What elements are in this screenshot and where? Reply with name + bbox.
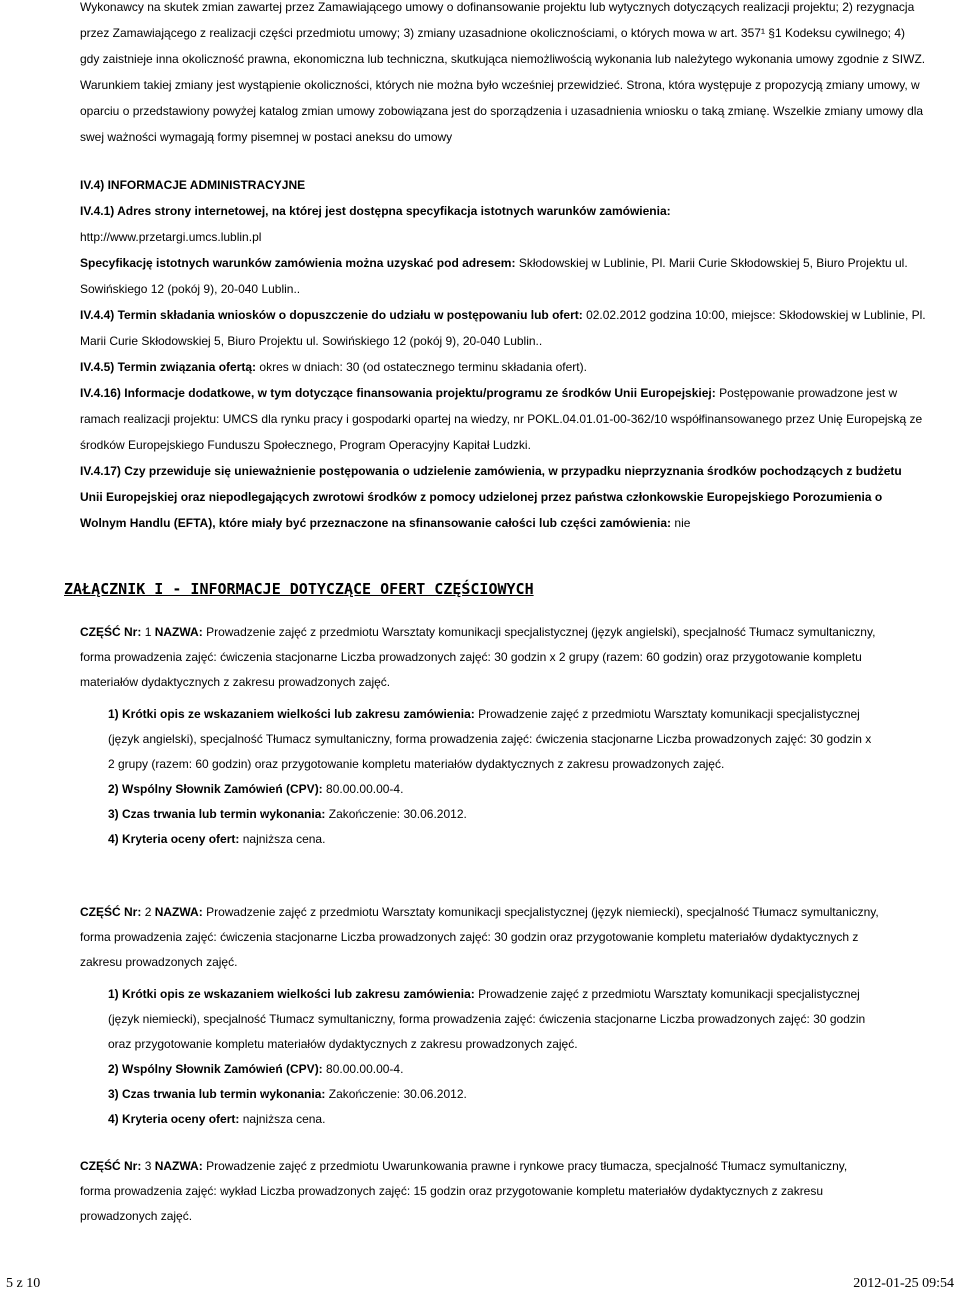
- spec-url[interactable]: http://www.przetargi.umcs.lublin.pl: [80, 230, 262, 244]
- cpv-value: 80.00.00.00-4.: [326, 782, 404, 796]
- section-iv45: [80, 354, 926, 380]
- section-spec-address: [80, 250, 926, 302]
- part-name: Prowadzenie zajęć z przedmiotu Uwarunkowania prawne i rynkowe pracy tłumacza, specjalność Tłumacz symultaniczny, forma prowadzenia zajęć: wykład Liczba prowadzonych zajęć: 15 godzin oraz przygotowanie kompletu materiałów dydaktycznych z zakresu prowadzonych zajęć.: [80, 1159, 848, 1223]
- iv416-label: IV.4.16) Informacje dodatkowe, w tym dotyczące finansowania projektu/programu ze środków Unii Europejskiej:: [80, 386, 716, 400]
- name-label: NAZWA:: [154, 1159, 203, 1173]
- part-number: 2: [144, 905, 152, 919]
- part-name: Prowadzenie zajęć z przedmiotu Warsztaty komunikacji specjalistycznej (język niemiecki), specjalność Tłumacz symultaniczny, forma prowadzenia zajęć: ćwiczenia stacjonarne Liczba prowadzonych zajęć: 30 godzin oraz przygotowanie kompletu materiałów dydaktycznych z zakresu prowadzonych zajęć.: [80, 905, 879, 969]
- desc-value: Prowadzenie zajęć z przedmiotu Warsztaty komunikacji specjalistycznej (język niemiecki), specjalność Tłumacz symultaniczny, forma prowadzenia zajęć: ćwiczenia stacjonarne Liczba prowadzonych zajęć: 30 godzin oraz przygotowanie kompletu materiałów dydaktycznych z zakresu prowadzonych zajęć.: [108, 987, 866, 1051]
- part-2-details: [80, 982, 880, 1132]
- part-1-term: [108, 802, 880, 827]
- term-value: Zakończenie: 30.06.2012.: [328, 807, 467, 821]
- part-2-criteria: [108, 1107, 880, 1132]
- name-label: NAZWA:: [154, 625, 203, 639]
- iv44-value: 02.02.2012 godzina 10:00, miejsce: Skłodowskiej w Lublinie, Pl. Marii Curie Skłodowskiej 5, Biuro Projektu ul. Sowińskiego 12 (pokój 9), 20-040 Lublin..: [80, 308, 926, 348]
- iv45-value: okres w dniach: 30 (od ostatecznego terminu składania ofert).: [259, 360, 587, 374]
- desc-label: 1) Krótki opis ze wskazaniem wielkości lub zakresu zamówienia:: [108, 707, 475, 721]
- section-iv417: [80, 458, 926, 536]
- part-number: 1: [144, 625, 152, 639]
- cpv-label: 2) Wspólny Słownik Zamówień (CPV):: [108, 782, 323, 796]
- part-1-criteria: [108, 827, 880, 852]
- term-value: Zakończenie: 30.06.2012.: [328, 1087, 467, 1101]
- part-no-label: CZĘŚĆ Nr:: [80, 905, 142, 919]
- annex-title: ZAŁĄCZNIK I - INFORMACJE DOTYCZĄCE OFERT CZĘŚCIOWYCH: [64, 580, 534, 598]
- part-2-header: [80, 900, 880, 975]
- spec-address: Skłodowskiej w Lublinie, Pl. Marii Curie Skłodowskiej 5, Biuro Projektu ul. Sowińskiego 12 (pokój 9), 20-040 Lublin..: [80, 256, 908, 296]
- desc-value: Prowadzenie zajęć z przedmiotu Warsztaty komunikacji specjalistycznej (język angielski), specjalność Tłumacz symultaniczny, forma prowadzenia zajęć: ćwiczenia stacjonarne Liczba prowadzonych zajęć: 30 godzin x 2 grupy (razem: 60 godzin) oraz przygotowanie kompletu materiałów dydaktycznych z zakresu prowadzonych zajęć.: [108, 707, 872, 771]
- term-label: 3) Czas trwania lub termin wykonania:: [108, 807, 326, 821]
- criteria-value: najniższa cena.: [242, 1112, 326, 1126]
- part-3-header: [80, 1154, 880, 1229]
- part-2-term: [108, 1082, 880, 1107]
- criteria-label: 4) Kryteria oceny ofert:: [108, 832, 240, 846]
- iv44-label: IV.4.4) Termin składania wniosków o dopuszczenie do udziału w postępowaniu lub ofert:: [80, 308, 583, 322]
- page-number: 5 z 10: [6, 1276, 41, 1291]
- term-label: 3) Czas trwania lub termin wykonania:: [108, 1087, 326, 1101]
- cpv-value: 80.00.00.00-4.: [326, 1062, 404, 1076]
- part-number: 3: [144, 1159, 152, 1173]
- iv41-label: IV.4.1) Adres strony internetowej, na której jest dostępna specyfikacja istotnych warunków zamówienia:: [80, 204, 671, 218]
- cpv-label: 2) Wspólny Słownik Zamówień (CPV):: [108, 1062, 323, 1076]
- iv417-label: IV.4.17) Czy przewiduje się unieważnienie postępowania o udzielenie zamówienia, w przypadku nieprzyznania środków pochodzących z budżetu Unii Europejskiej oraz niepodlegających zwrotowi środków z pomocy udzielonej przez państwa członkowskie Europejskiego Porozumienia o Wolnym Handlu (EFTA), które miały być przeznaczone na sfinansowanie całości lub części zamówienia:: [80, 464, 902, 530]
- criteria-value: najniższa cena.: [242, 832, 326, 846]
- part-no-label: CZĘŚĆ Nr:: [80, 1159, 142, 1173]
- iv45-label: IV.4.5) Termin związania ofertą:: [80, 360, 257, 374]
- section-iv4-heading: IV.4) INFORMACJE ADMINISTRACYJNE: [80, 178, 306, 192]
- part-3: [80, 1154, 880, 1229]
- iv416-value: Postępowanie prowadzone jest w ramach realizacji projektu: UMCS dla rynku pracy i gospodarki opartej na wiedzy, nr POKL.04.01.01-00-362/10 współfinansowanego przez Unię Europejską ze środków Europejskiego Funduszu Społecznego, Program Operacyjny Kapitał Ludzki.: [80, 386, 923, 452]
- part-2-desc: [108, 982, 880, 1057]
- part-no-label: CZĘŚĆ Nr:: [80, 625, 142, 639]
- part-1-cpv: [108, 777, 880, 802]
- desc-label: 1) Krótki opis ze wskazaniem wielkości lub zakresu zamówienia:: [108, 987, 475, 1001]
- criteria-label: 4) Kryteria oceny ofert:: [108, 1112, 240, 1126]
- part-1-details: [80, 702, 880, 852]
- part-1-header: [80, 620, 880, 695]
- name-label: NAZWA:: [154, 905, 203, 919]
- part-2-cpv: [108, 1057, 880, 1082]
- section-iv41: [80, 198, 926, 250]
- part-name: Prowadzenie zajęć z przedmiotu Warsztaty komunikacji specjalistycznej (język angielski), specjalność Tłumacz symultaniczny, forma prowadzenia zajęć: ćwiczenia stacjonarne Liczba prowadzonych zajęć: 30 godzin x 2 grupy (razem: 60 godzin) oraz przygotowanie kompletu materiałów dydaktycznych z zakresu prowadzonych zajęć.: [80, 625, 876, 689]
- print-datetime: 2012-01-25 09:54: [853, 1276, 954, 1291]
- spec-label: Specyfikację istotnych warunków zamówienia można uzyskać pod adresem:: [80, 256, 516, 270]
- amendment-conditions-paragraph: Wykonawcy na skutek zmian zawartej przez Zamawiającego umowy o dofinansowanie projektu lub wytycznych dotyczących realizacji projektu; 2) rezygnacja przez Zamawiającego z realizacji części przedmiotu umowy; 3) zmiany uzasadnione okolicznościami, o których mowa w art. 357¹ §1 Kodeksu cywilnego; 4) gdy zaistnieje inna okoliczność prawna, ekonomiczna lub techniczna, skutkująca niemożliwością wykonania lub należytego wykonania umowy zgodnie z SIWZ. Warunkiem takiej zmiany jest wystąpienie okoliczności, których nie można było wcześniej przewidzieć. Strona, która występuje z propozycją zmiany umowy, w oparciu o przedstawiony powyżej katalog zmian umowy zobowiązana jest do sporządzenia i uzasadnienia wniosku o taką zmianę. Wszelkie zmiany umowy dla swej ważności wymagają formy pisemnej w postaci aneksu do umowy: [80, 0, 926, 144]
- section-iv44: [80, 302, 926, 354]
- section-iv416: [80, 380, 926, 458]
- iv417-value: nie: [674, 516, 691, 530]
- part-1-desc: [108, 702, 880, 777]
- part-1: [80, 620, 880, 852]
- part-2: [80, 900, 880, 1132]
